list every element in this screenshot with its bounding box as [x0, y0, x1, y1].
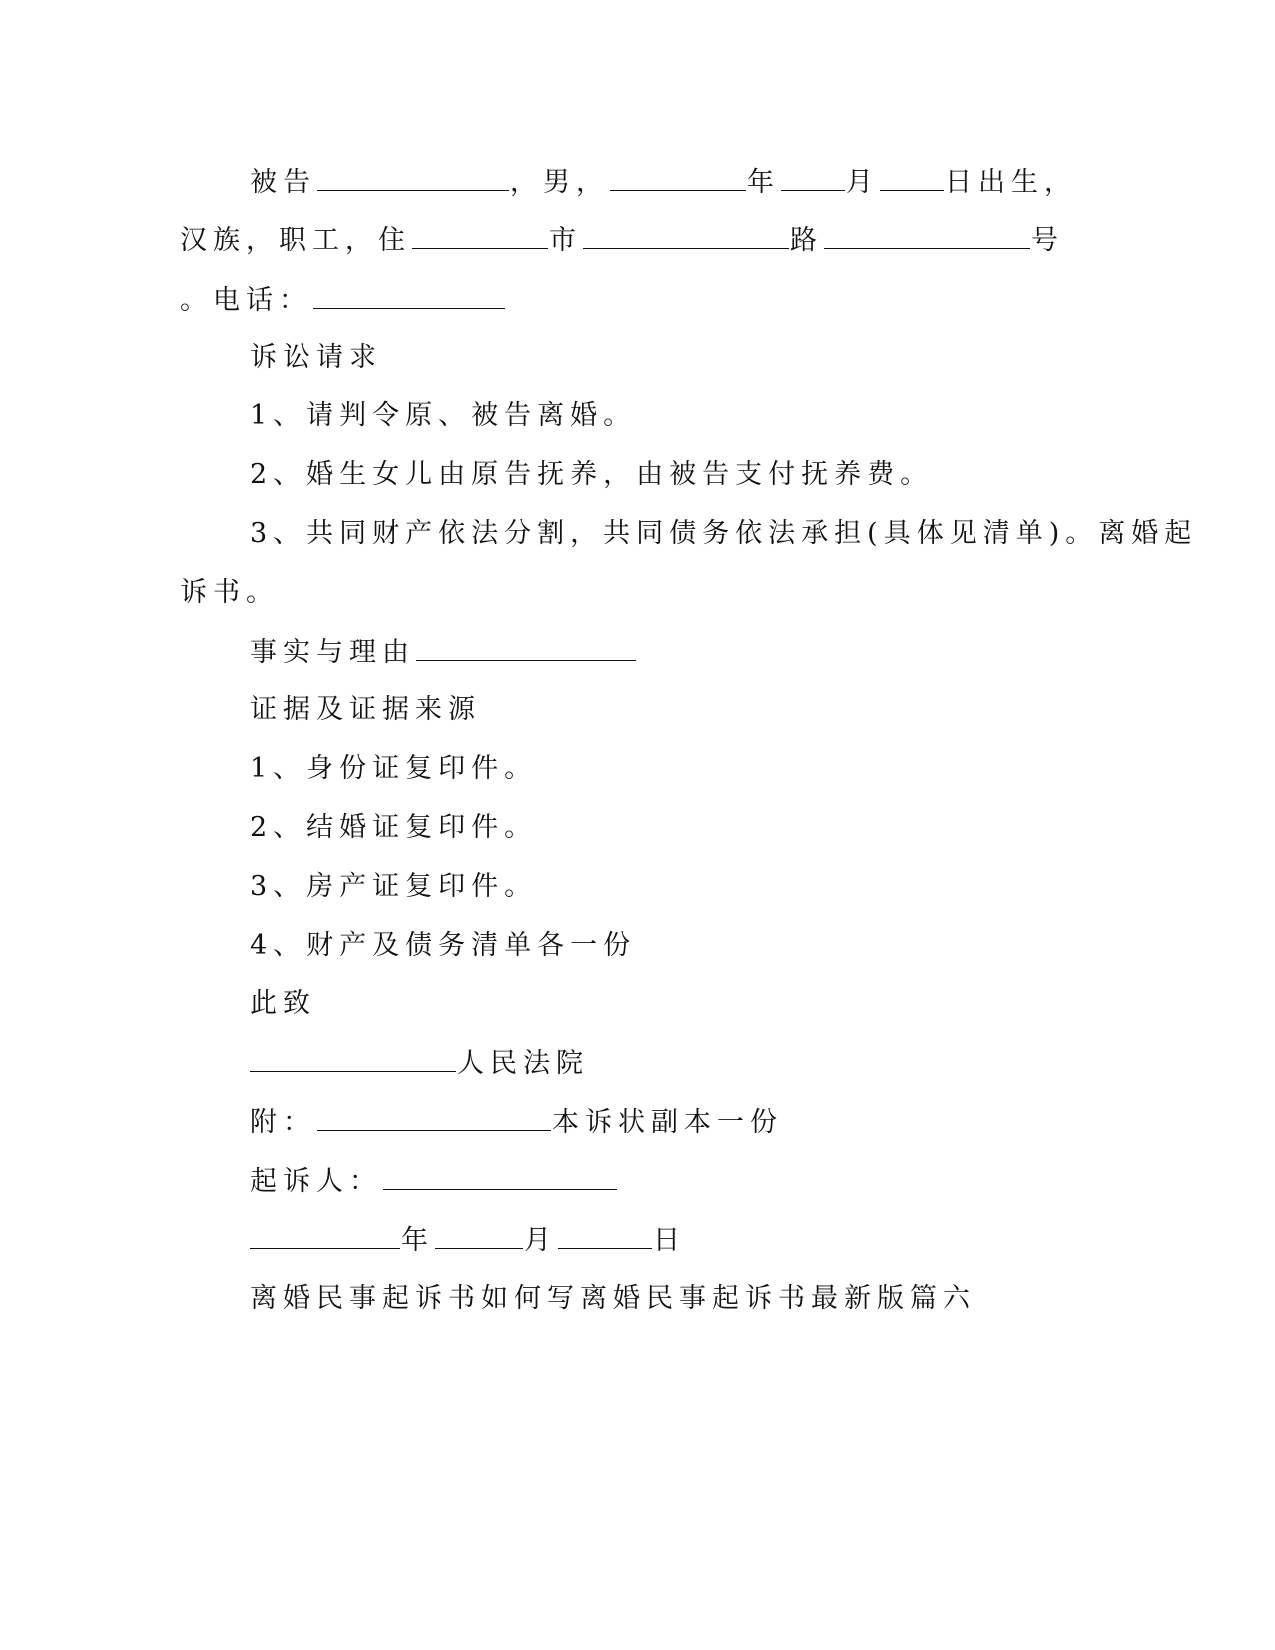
- attachment-blank[interactable]: [317, 1104, 551, 1131]
- salutation: 此致: [250, 988, 316, 1019]
- birth-day-blank[interactable]: [880, 164, 944, 191]
- number-blank[interactable]: [824, 222, 1030, 249]
- claim-item: 2、婚生女儿由原告抚养，由被告支付抚养费。: [250, 459, 934, 490]
- road-blank[interactable]: [583, 222, 789, 249]
- year-label: 年: [747, 167, 780, 198]
- next-section-title: 离婚民事起诉书如何写离婚民事起诉书最新版篇六: [250, 1283, 976, 1314]
- defendant-line: [250, 164, 1077, 201]
- claim-continuation: 诉书。: [180, 577, 279, 608]
- court-suffix: 人民法院: [457, 1048, 589, 1079]
- date-year-blank[interactable]: [250, 1222, 400, 1249]
- claims-heading: 诉讼请求: [250, 342, 382, 373]
- date-day-blank[interactable]: [558, 1222, 652, 1249]
- evidence-item: 4、财产及债务清单各一份: [250, 930, 637, 961]
- facts-line: [250, 634, 637, 671]
- plaintiff-blank[interactable]: [383, 1163, 617, 1190]
- city-blank[interactable]: [412, 222, 548, 249]
- number-label: 号: [1031, 225, 1064, 256]
- city-label: 市: [549, 225, 582, 256]
- phone-label: 。电话：: [180, 285, 312, 316]
- birth-year-blank[interactable]: [610, 164, 746, 191]
- date-month-label: 月: [524, 1225, 557, 1256]
- date-line: [250, 1222, 686, 1259]
- evidence-item: 3、房产证复印件。: [250, 871, 538, 902]
- phone-blank[interactable]: [313, 282, 505, 309]
- evidence-item: 1、身份证复印件。: [250, 753, 538, 784]
- date-year-label: 年: [401, 1225, 434, 1256]
- facts-blank[interactable]: [416, 634, 636, 661]
- month-label: 月: [846, 167, 879, 198]
- road-label: 路: [790, 225, 823, 256]
- evidence-item: 2、结婚证复印件。: [250, 812, 538, 843]
- court-line: [250, 1045, 589, 1082]
- facts-label: 事实与理由: [250, 637, 415, 668]
- phone-line: [180, 282, 506, 319]
- defendant-label: 被告: [250, 167, 316, 198]
- claim-item: 3、共同财产依法分割，共同债务依法承担(具体见清单)。离婚起: [250, 518, 1198, 549]
- defendant-gender: ，男，: [510, 167, 609, 198]
- birth-month-blank[interactable]: [781, 164, 845, 191]
- court-name-blank[interactable]: [250, 1045, 456, 1072]
- date-day-label: 日: [653, 1225, 686, 1256]
- attachment-line: [250, 1104, 783, 1141]
- plaintiff-label: 起诉人：: [250, 1166, 382, 1197]
- address-prefix: 汉族，职工，住: [180, 225, 411, 256]
- address-line: [180, 222, 1064, 259]
- defendant-name-blank[interactable]: [317, 164, 509, 191]
- attachment-suffix: 本诉状副本一份: [552, 1107, 783, 1138]
- date-month-blank[interactable]: [435, 1222, 523, 1249]
- born-label: 日出生，: [945, 167, 1077, 198]
- attachment-label: 附：: [250, 1107, 316, 1138]
- evidence-heading: 证据及证据来源: [250, 694, 481, 725]
- plaintiff-line: [250, 1163, 618, 1200]
- claim-item: 1、请判令原、被告离婚。: [250, 400, 637, 431]
